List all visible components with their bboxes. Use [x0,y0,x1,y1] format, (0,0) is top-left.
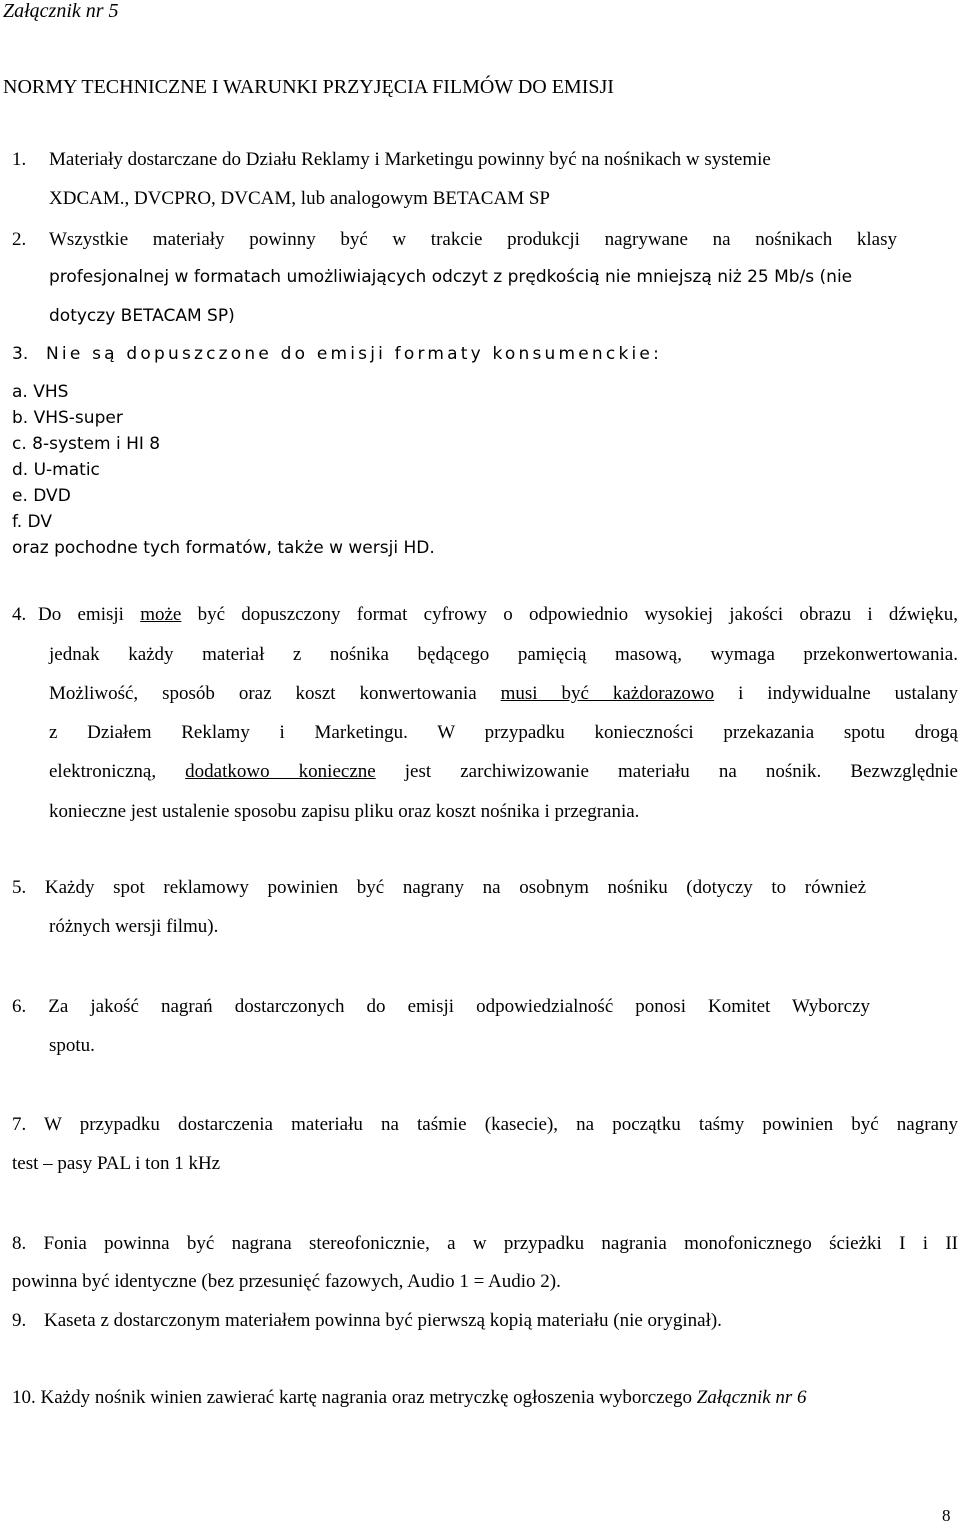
list-item-a: a. VHS [12,382,69,402]
item-9-number: 9. [12,1310,27,1331]
item-1-line-1: Materiały dostarczane do Działu Reklamy i Marketingu powinny być na nośnikach w systemie [49,149,771,170]
item-2-line-2: profesjonalnej w formatach umożliwiających odczyt z prędkością nie mniejszą niż 25 Mb/s (nie [49,267,853,287]
page-number: 8 [942,1506,951,1525]
underlined-text: musi być każdorazowo [500,683,715,704]
list-item-f: f. DV [12,512,52,532]
item-5-line-2: różnych wersji filmu). [49,916,219,937]
item-3-footer: oraz pochodne tych formatów, także w wersji HD. [12,538,435,558]
item-2-line-1: Wszystkie materiały powinny być w trakcie produkcji nagrywane na nośnikach klasy [49,229,897,250]
list-item-b: b. VHS-super [12,408,123,428]
list-item-d: d. U-matic [12,460,100,480]
item-1-number: 1. [12,149,27,170]
item-2-number: 2. [12,229,27,250]
item-5-line-1: 5. Każdy spot reklamowy powinien być nagrany na osobnym nośniku (dotyczy to również [12,877,866,898]
attachment-label: Załącznik nr 5 [3,0,119,22]
item-6-line-2: spotu. [49,1035,95,1056]
item-4-number: 4. [12,604,27,625]
item-4-line-2: jednak każdy materiał z nośnika będącego pamięcią masową, wymaga przekonwertowania. [49,644,958,665]
list-item-e: e. DVD [12,486,71,506]
item-4-line-4: z Działem Reklamy i Marketingu. W przypadku konieczności przekazania spotu drogą [49,722,958,743]
attachment-reference: Załącznik nr 6 [696,1387,807,1408]
item-8-line-2: powinna być identyczne (bez przesunięć fazowych, Audio 1 = Audio 2). [12,1271,561,1292]
list-item-c: c. 8-system i HI 8 [12,434,161,454]
item-6-line-1: 6. Za jakość nagrań dostarczonych do emisji odpowiedzialność ponosi Komitet Wyborczy [12,996,870,1017]
item-7-line-2: test – pasy PAL i ton 1 kHz [12,1153,221,1174]
item-3-heading: Nie są dopuszczone do emisji formaty konsumenckie: [46,344,662,364]
item-2-line-3: dotyczy BETACAM SP) [49,306,235,326]
item-8-line-1: 8. Fonia powinna być nagrana stereofonicznie, a w przypadku nagrania monofonicznego ścieżki I i II [12,1233,958,1254]
item-4-line-6: konieczne jest ustalenie sposobu zapisu pliku oraz koszt nośnika i przegrania. [49,801,640,822]
item-7-line-1: 7. W przypadku dostarczenia materiału na taśmie (kasecie), na początku taśmy powinien być nagrany [12,1114,958,1135]
underlined-text: dodatkowo konieczne [185,761,376,782]
item-4-line-3: Możliwość, sposób oraz koszt konwertowania musi być każdorazowo i indywidualne ustalany [49,683,958,704]
item-10-text: 10. Każdy nośnik winien zawierać kartę nagrania oraz metryczkę ogłoszenia wyborczego Załącznik nr 6 [12,1387,807,1408]
item-4-line-1: Do emisji może być dopuszczony format cyfrowy o odpowiednio wysokiej jakości obrazu i dźwięku, [38,604,958,625]
item-9-text: Kaseta z dostarczonym materiałem powinna być pierwszą kopią materiału (nie oryginał). [44,1310,722,1331]
item-1-line-2: XDCAM., DVCPRO, DVCAM, lub analogowym BETACAM SP [49,188,550,209]
underlined-text: może [140,604,182,625]
item-3-number: 3. [12,344,29,364]
page-title: NORMY TECHNICZNE I WARUNKI PRZYJĘCIA FILMÓW DO EMISJI [3,76,614,98]
item-4-line-5: elektroniczną, dodatkowo konieczne jest zarchiwizowanie materiału na nośnik. Bezwzględnie [49,761,958,782]
